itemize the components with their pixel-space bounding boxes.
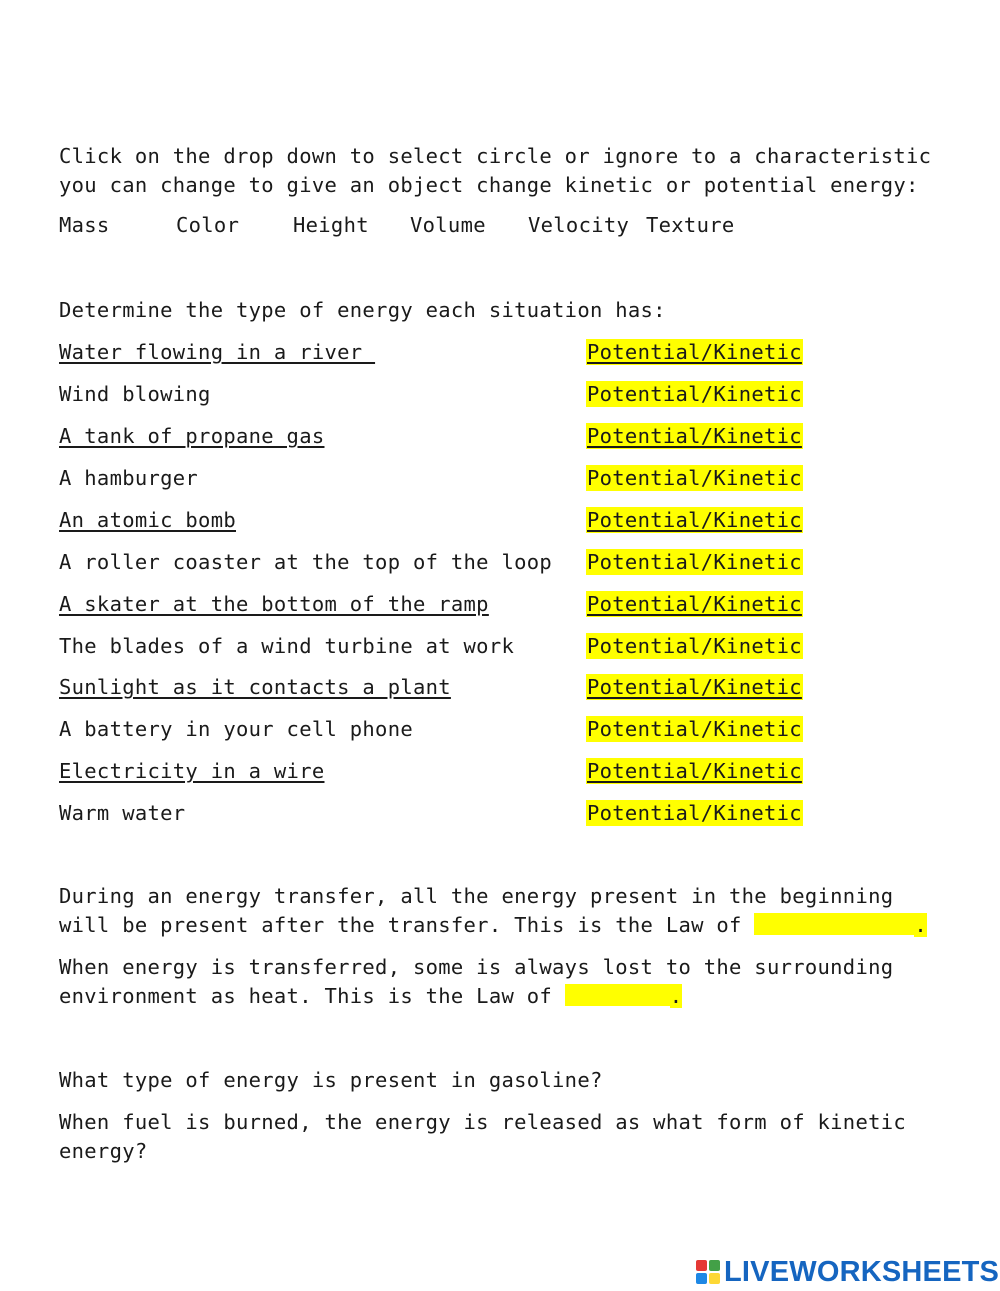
characteristic-velocity[interactable]: Velocity (528, 213, 630, 237)
situation-label: Wind blowing (59, 382, 211, 406)
situation-label: Water flowing in a river (59, 340, 376, 364)
instruction-line-1: Click on the drop down to select circle or ignore to a characteristic (59, 144, 932, 168)
energy-type-dropdown[interactable]: Potential/Kinetic (587, 508, 802, 532)
law2-line-1: When energy is transferred, some is always lost to the surrounding (59, 955, 894, 979)
situation-label: Sunlight as it contacts a plant (59, 675, 451, 699)
energy-type-dropdown[interactable]: Potential/Kinetic (587, 759, 802, 783)
situation-label: Electricity in a wire (59, 759, 325, 783)
energy-type-dropdown[interactable]: Potential/Kinetic (587, 550, 802, 574)
law1-answer-field[interactable] (754, 913, 924, 935)
energy-type-dropdown[interactable]: Potential/Kinetic (587, 466, 802, 490)
situation-label: A skater at the bottom of the ramp (59, 592, 489, 616)
energy-type-dropdown[interactable]: Potential/Kinetic (587, 634, 802, 658)
law2-text: environment as heat. This is the Law of (59, 984, 565, 1008)
energy-type-dropdown[interactable]: Potential/Kinetic (587, 592, 802, 616)
law2-answer-field[interactable] (565, 984, 680, 1006)
energy-type-dropdown[interactable]: Potential/Kinetic (587, 801, 802, 825)
law1-text: will be present after the transfer. This is the Law of (59, 913, 755, 937)
situation-label: A roller coaster at the top of the loop (59, 550, 553, 574)
situation-label: A hamburger (59, 466, 199, 490)
logo-mark-icon (696, 1260, 720, 1284)
energy-type-dropdown[interactable]: Potential/Kinetic (587, 340, 802, 364)
energy-type-dropdown[interactable]: Potential/Kinetic (587, 382, 802, 406)
law1-line-2 (59, 911, 937, 940)
characteristic-volume[interactable]: Volume (410, 213, 486, 237)
question-fuel-line-2: energy? (59, 1139, 148, 1163)
situation-label: Warm water (59, 801, 186, 825)
characteristic-texture[interactable]: Texture (646, 213, 735, 237)
energy-type-dropdown[interactable]: Potential/Kinetic (587, 717, 802, 741)
instruction-line-2: you can change to give an object change kinetic or potential energy: (59, 173, 919, 197)
question-fuel-line-1: When fuel is burned, the energy is released as what form of kinetic (59, 1110, 907, 1134)
characteristic-height[interactable]: Height (293, 213, 369, 237)
law1-period: . (914, 913, 927, 937)
law2-period: . (669, 984, 683, 1008)
situation-label: A battery in your cell phone (59, 717, 413, 741)
energy-type-dropdown[interactable]: Potential/Kinetic (587, 424, 802, 448)
situation-label: The blades of a wind turbine at work (59, 634, 515, 658)
law1-line-1: During an energy transfer, all the energy present in the beginning (59, 884, 894, 908)
question-gasoline: What type of energy is present in gasoline? (59, 1068, 603, 1092)
liveworksheets-logo[interactable] (696, 1257, 999, 1287)
law2-line-2 (59, 982, 692, 1011)
situation-label: An atomic bomb (59, 508, 236, 532)
situations-heading: Determine the type of energy each situation has: (59, 298, 666, 322)
logo-text: LIVEWORKSHEETS (724, 1256, 1000, 1288)
situation-label: A tank of propane gas (59, 424, 325, 448)
characteristic-mass[interactable]: Mass (59, 213, 110, 237)
characteristic-color[interactable]: Color (176, 213, 240, 237)
energy-type-dropdown[interactable]: Potential/Kinetic (587, 675, 802, 699)
